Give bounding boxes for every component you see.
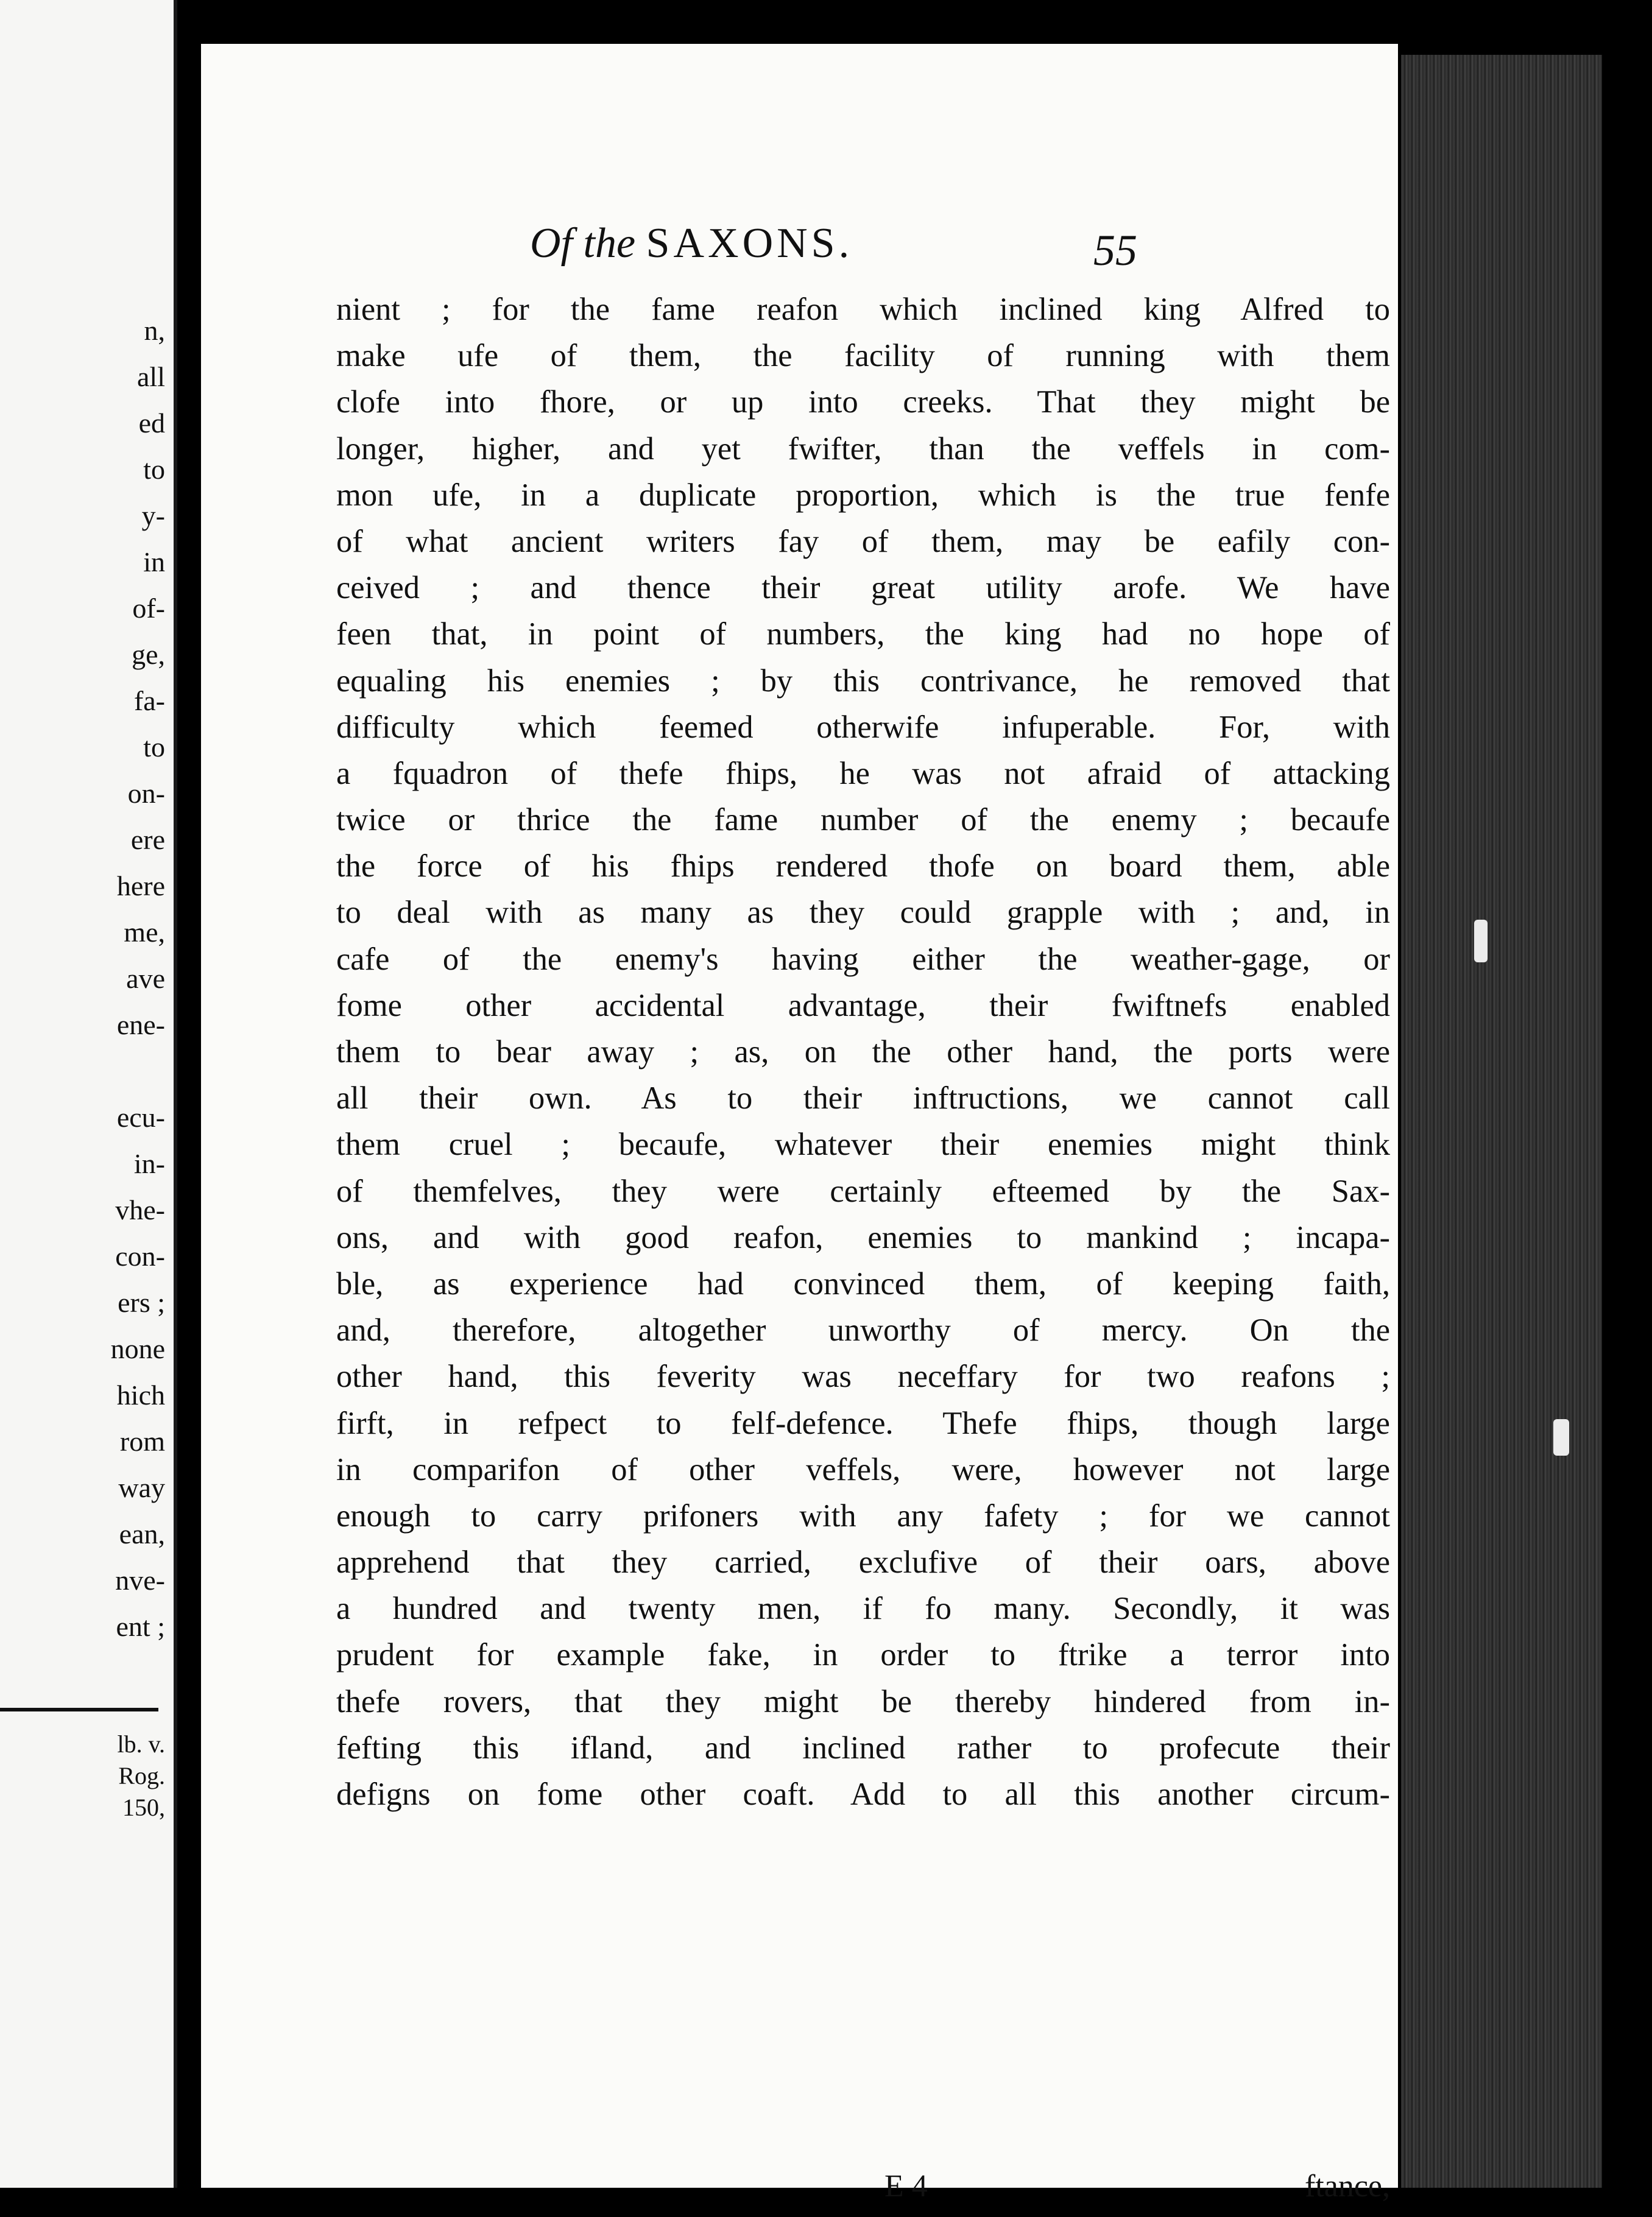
book-fore-edge xyxy=(1401,55,1602,2188)
text-line: in comparifon of other veffels, were, however not large xyxy=(336,1451,1390,1487)
left-page-fragments xyxy=(0,0,174,2188)
text-line: feen that, in point of numbers, the king had no hope of xyxy=(336,616,1390,652)
left-facing-page xyxy=(0,0,177,2188)
left-page-fragment: in xyxy=(143,546,165,577)
left-footnote-line-3: 150, xyxy=(122,1794,165,1821)
left-footnote-rule xyxy=(0,1708,158,1711)
text-line: longer, higher, and yet fwifter, than the veffels in com- xyxy=(336,431,1390,467)
text-line: ble, as experience had convinced them, of keeping faith, xyxy=(336,1266,1390,1302)
catchword: ftance, xyxy=(1304,2169,1390,2204)
text-line: difficulty which feemed otherwife infuperable. For, with xyxy=(336,709,1390,745)
text-line: nient ; for the fame reafon which inclined king Alfred to xyxy=(336,292,1390,327)
text-line: clofe into fhore, or up into creeks. That they might be xyxy=(336,384,1390,420)
running-head-title xyxy=(530,219,853,268)
text-line: prudent for example fake, in order to ftrike a terror into xyxy=(336,1637,1390,1673)
text-line: twice or thrice the fame number of the enemy ; becaufe xyxy=(336,802,1390,838)
signature-mark: E 4 xyxy=(884,2169,928,2204)
left-page-fragment: in- xyxy=(133,1148,165,1179)
left-page-fragment: here xyxy=(116,870,165,901)
text-line: a fquadron of thefe fhips, he was not afraid of attacking xyxy=(336,755,1390,791)
left-page-fragment: rom xyxy=(119,1426,165,1457)
left-page-fragment: none xyxy=(110,1333,165,1364)
text-line: the force of his fhips rendered thofe on board them, able xyxy=(336,848,1390,884)
left-page-fragment: y- xyxy=(141,500,165,531)
text-line: ons, and with good reafon, enemies to mankind ; incapa- xyxy=(336,1219,1390,1255)
left-page-fragment: to xyxy=(143,731,165,763)
text-line: firft, in refpect to felf-defence. Thefe fhips, though large xyxy=(336,1405,1390,1441)
left-page-fragment: ers ; xyxy=(118,1287,165,1318)
left-page-fragment: ene- xyxy=(116,1009,165,1040)
left-page-fragment: to xyxy=(143,454,165,485)
text-line: other hand, this feverity was neceffary for two reafons ; xyxy=(336,1359,1390,1395)
left-page-fragment: nve- xyxy=(115,1565,165,1596)
text-line: thefe rovers, that they might be thereby hindered from in- xyxy=(336,1683,1390,1719)
text-line: mon ufe, in a duplicate proportion, which is the true fenfe xyxy=(336,477,1390,513)
text-line: fefting this ifland, and inclined rather to profecute their xyxy=(336,1730,1390,1766)
page-number: 55 xyxy=(1093,226,1137,275)
text-line: cafe of the enemy's having either the weather-gage, or xyxy=(336,941,1390,977)
text-line: ceived ; and thence their great utility arofe. We have xyxy=(336,570,1390,606)
edge-speck xyxy=(1474,920,1488,962)
left-page-fragment: ere xyxy=(130,824,165,855)
running-head-prefix: Of the xyxy=(530,220,636,267)
text-line: and, therefore, altogether unworthy of mercy. On the xyxy=(336,1313,1390,1348)
text-line: defigns on fome other coaft. Add to all this another circum- xyxy=(336,1777,1390,1812)
text-line: of themfelves, they were certainly efteemed by the Sax- xyxy=(336,1173,1390,1209)
left-page-fragment: fa- xyxy=(133,685,165,716)
left-page-fragment: ed xyxy=(138,407,165,439)
left-footnote-line-2: Rog. xyxy=(118,1762,165,1789)
body-text xyxy=(336,286,1390,1817)
left-page-fragment: ge, xyxy=(132,639,165,670)
text-line: equaling his enemies ; by this contrivance, he removed that xyxy=(336,663,1390,699)
text-line: fome other accidental advantage, their fwiftnefs enabled xyxy=(336,987,1390,1023)
text-line: all their own. As to their inftructions, we cannot call xyxy=(336,1080,1390,1116)
left-page-fragment: ean, xyxy=(119,1518,165,1549)
book-page xyxy=(201,44,1398,2204)
left-page-fragment: me, xyxy=(124,917,165,948)
text-line: a hundred and twenty men, if fo many. Secondly, it was xyxy=(336,1591,1390,1627)
left-page-fragment: vhe- xyxy=(115,1194,165,1225)
text-line: make ufe of them, the facility of running with them xyxy=(336,338,1390,374)
left-page-fragment: on- xyxy=(127,778,165,809)
text-line: of what ancient writers fay of them, may be eafily con- xyxy=(336,523,1390,559)
page-footer xyxy=(336,2168,1390,2217)
left-footnote-line-1: lb. v. xyxy=(117,1730,165,1758)
left-page-fragment: ave xyxy=(126,963,165,994)
text-line: them cruel ; becaufe, whatever their enemies might think xyxy=(336,1127,1390,1163)
text-line: enough to carry prifoners with any fafety ; for we cannot xyxy=(336,1498,1390,1534)
left-page-fragment: ecu- xyxy=(116,1102,165,1133)
edge-speck xyxy=(1553,1419,1569,1456)
text-line: them to bear away ; as, on the other hand, the ports were xyxy=(336,1034,1390,1070)
left-page-fragment: n, xyxy=(144,315,165,346)
left-page-fragment: way xyxy=(118,1472,165,1503)
text-line: apprehend that they carried, exclufive of their oars, above xyxy=(336,1545,1390,1581)
text-line: to deal with as many as they could grapple with ; and, in xyxy=(336,895,1390,931)
left-page-fragment: con- xyxy=(115,1241,165,1272)
left-page-fragment: all xyxy=(137,361,165,392)
left-page-fragment: hich xyxy=(116,1380,165,1411)
left-page-fragment: of- xyxy=(132,593,165,624)
left-page-fragment: ent ; xyxy=(116,1611,165,1642)
running-head-main: SAXONS. xyxy=(646,220,853,267)
